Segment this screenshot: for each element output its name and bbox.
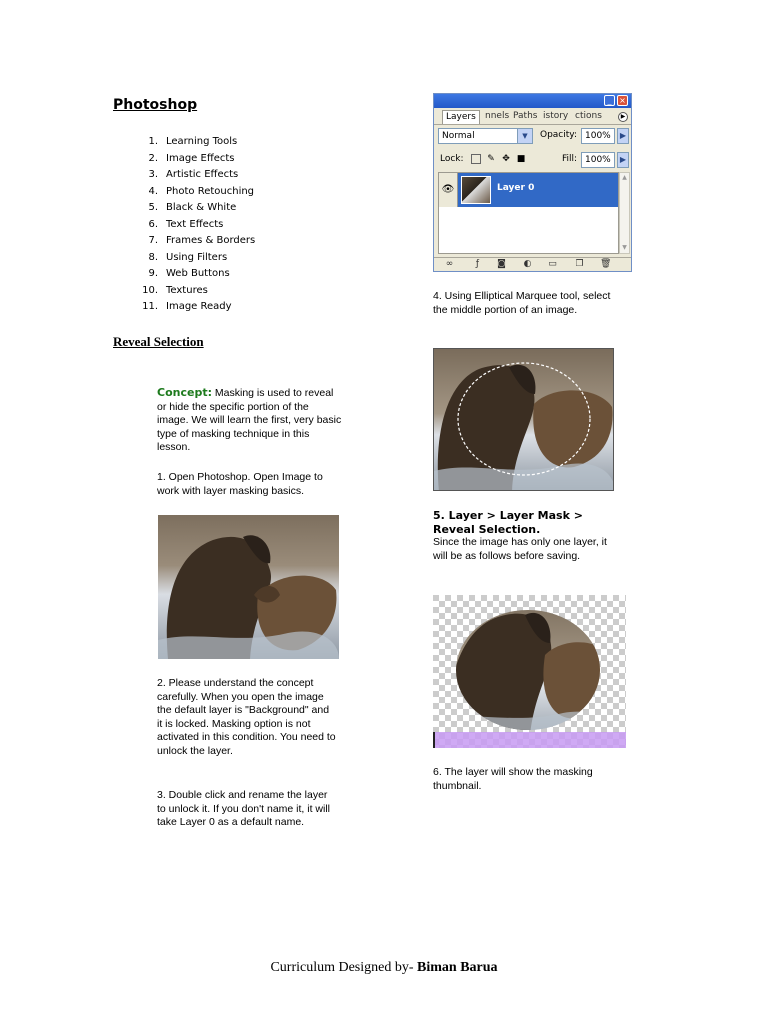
list-item [128, 217, 255, 234]
lock-pixels-icon[interactable]: ✎ [487, 154, 495, 164]
opacity-arrow-icon[interactable]: ▶ [617, 128, 629, 144]
mask-icon[interactable]: ◙ [497, 259, 506, 269]
lock-all-icon[interactable]: ■ [516, 154, 526, 164]
opacity-label: Opacity: [540, 130, 577, 140]
step-5-heading: 5. Layer > Layer Mask > Reveal Selection. [433, 509, 583, 536]
bears-photo-original [158, 515, 339, 659]
list-label: Photo Retouching [166, 185, 255, 197]
step-4-text: 4. Using Elliptical Marquee tool, select the middle portion of an image. [433, 290, 611, 316]
list-label: Image Effects [166, 152, 235, 164]
layers-list [438, 172, 619, 254]
concept-text: Masking is used to reveal or hide the specific portion of the image. We will learn the first, very basic type of masking technique in this lesson. [157, 387, 342, 453]
style-icon[interactable]: ƒ [475, 259, 480, 269]
adjustment-icon[interactable]: ◐ [523, 259, 532, 269]
layer-thumbnail [461, 176, 491, 204]
lock-label: Lock: [440, 154, 464, 164]
step-5-body: Since the image has only one layer, it will be as follows before saving. [433, 536, 607, 562]
step-1-text: 1. Open Photoshop. Open Image to work with layer masking basics. [157, 471, 323, 497]
blend-mode-value: Normal [442, 131, 475, 141]
panel-menu-icon[interactable]: ▶ [618, 112, 628, 122]
concept-paragraph [157, 386, 342, 455]
list-item [128, 200, 255, 217]
new-layer-icon[interactable]: ❐ [575, 259, 584, 269]
list-number: 3. [148, 169, 158, 180]
list-label: Artistic Effects [166, 169, 239, 180]
bears-photo-selection [433, 348, 614, 491]
list-number: 4. [148, 185, 158, 197]
list-item [128, 250, 255, 267]
concept-label: Concept: [157, 386, 212, 399]
lock-transparency-icon[interactable] [471, 154, 481, 164]
tab-paths[interactable]: Paths [513, 111, 538, 121]
layer-row[interactable] [439, 173, 618, 207]
minimize-icon[interactable]: _ [604, 95, 615, 106]
chevron-down-icon[interactable]: ▼ [517, 129, 532, 143]
bears-image [158, 515, 339, 659]
list-label: Using Filters [166, 251, 228, 263]
list-label: Textures [166, 284, 208, 296]
list-number: 8. [148, 251, 158, 263]
lock-fill-row [438, 152, 628, 170]
layers-scrollbar[interactable] [619, 172, 630, 254]
tab-channels[interactable]: nnels [485, 111, 510, 121]
section-heading: Reveal Selection [113, 334, 204, 349]
panel-titlebar [434, 94, 631, 108]
bears-photo-masked [433, 595, 626, 748]
scroll-down-icon[interactable]: ▼ [622, 244, 627, 251]
list-number: 11. [142, 301, 158, 312]
panel-tabs [434, 108, 631, 125]
list-label: Learning Tools [166, 136, 238, 147]
layers-panel [433, 93, 632, 272]
masked-bears-image [433, 595, 626, 748]
step-6-text: 6. The layer will show the masking thumbnail. [433, 766, 593, 792]
list-item [128, 167, 255, 184]
footer-author: Biman Barua [417, 960, 498, 975]
list-number: 2. [148, 152, 158, 164]
close-icon[interactable]: × [617, 95, 628, 106]
list-item [128, 134, 255, 151]
link-icon[interactable]: ∞ [445, 259, 454, 269]
bears-image-with-marquee [434, 349, 614, 491]
step-2-text: 2. Please understand the concept carefully. When you open the image the default layer is "Background" and it is locked. Masking option is not activated in this condition. You need to unlock the layer. [157, 677, 336, 757]
footer-credit [0, 960, 768, 976]
list-label: Web Buttons [166, 268, 230, 279]
table-of-contents [128, 134, 255, 316]
layer-name[interactable]: Layer 0 [497, 183, 535, 193]
list-number: 6. [148, 218, 158, 230]
fill-label: Fill: [562, 154, 578, 164]
page-title: Photoshop [113, 97, 198, 113]
footer-prefix: Curriculum Designed by- [270, 960, 418, 975]
tab-actions[interactable]: ctions [575, 111, 602, 121]
tab-history[interactable]: istory [543, 111, 569, 121]
list-item [128, 266, 255, 283]
scroll-up-icon[interactable]: ▲ [622, 174, 627, 181]
list-item [128, 233, 255, 250]
opacity-field[interactable]: 100% [581, 128, 615, 144]
lock-position-icon[interactable]: ✥ [502, 154, 510, 164]
eye-icon[interactable]: 👁 [439, 173, 458, 207]
list-number: 7. [148, 235, 158, 246]
blend-mode-select[interactable] [438, 128, 533, 144]
list-item [128, 299, 255, 316]
list-item [128, 184, 255, 201]
group-icon[interactable]: ▭ [548, 259, 557, 269]
tab-layers[interactable]: Layers [442, 110, 480, 124]
trash-icon[interactable]: 🗑 [600, 259, 612, 269]
list-number: 5. [148, 202, 158, 213]
list-number: 10. [142, 284, 158, 296]
blend-opacity-row [438, 128, 628, 146]
list-label: Image Ready [166, 301, 232, 312]
list-label: Text Effects [166, 218, 224, 230]
fill-arrow-icon[interactable]: ▶ [617, 152, 629, 168]
fill-field[interactable]: 100% [581, 152, 615, 168]
panel-footer-toolbar [434, 257, 631, 272]
list-number: 9. [148, 268, 158, 279]
list-item [128, 151, 255, 168]
list-number: 1. [148, 136, 158, 147]
list-item [128, 283, 255, 300]
step-3-text: 3. Double click and rename the layer to unlock it. If you don't name it, it will take Layer 0 as a default name. [157, 789, 330, 828]
list-label: Frames & Borders [166, 235, 256, 246]
step-5-text [433, 509, 623, 563]
list-label: Black & White [166, 202, 237, 213]
